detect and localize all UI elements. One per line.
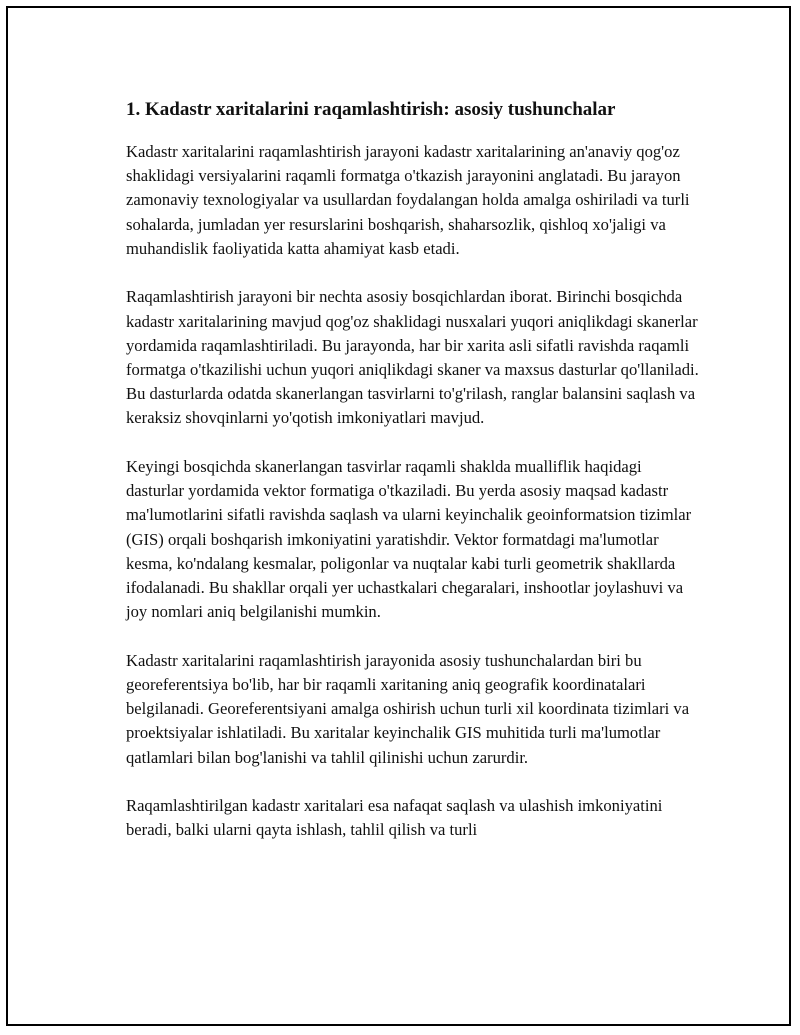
page-frame	[6, 6, 791, 1026]
paragraph-3: Keyingi bosqichda skanerlangan tasvirlar raqamli shaklda mualliflik haqidagi dasturlar yordamida vektor formatiga o'tkaziladi. Bu yerda asosiy maqsad kadastr ma'lumotlarini sifatli ravishda saqlash va ularni keyinchalik geoinformatsion tizimlar (GIS) orqali boshqarish imkoniyatini yaratishdir. Vektor formatdagi ma'lumotlar kesma, ko'ndalang kesmalar, poligonlar va nuqtalar kabi turli geometrik shakllarda ifodalanadi. Bu shakllar orqali yer uchastkalari chegaralari, inshootlar joylashuvi va joy nomlari aniq belgilanishi mumkin.	[126, 457, 692, 622]
document-body	[120, 98, 700, 867]
paragraph-2: Raqamlashtirish jarayoni bir nechta asosiy bosqichlardan iborat. Birinchi bosqichda kadastr xaritalarining mavjud qog'oz shaklidagi nusxalari yuqori aniqlikdagi skanerlar yordamida raqamlashtiriladi. Bu jarayonda, har bir xarita asli sifatli ravishda raqamli formatga o'tkazilishi uchun yuqori aniqlikdagi skaner va maxsus dasturlar qo'llaniladi. Bu dasturlarda odatda skanerlangan tasvirlarni to'g'rilash, ranglar balansini saqlash va keraksiz shovqinlarni yo'qotish imkoniyatlari mavjud.	[126, 287, 699, 428]
paragraph-4: Kadastr xaritalarini raqamlashtirish jarayonida asosiy tushunchalardan biri bu georeferentsiya bo'lib, har bir raqamli xaritaning aniq geografik koordinatalari belgilanadi. Georeferentsiyani amalga oshirish uchun turli xil koordinata tizimlari va proektsiyalar ishlatiladi. Bu xaritalar keyinchalik GIS muhitida turli ma'lumotlar qatlamlari bilan bog'lanishi va tahlil qilinishi uchun zarurdir.	[126, 650, 690, 767]
section-heading: 1. Kadastr xaritalarini raqamlashtirish: asosiy tushunchalar	[126, 99, 616, 120]
paragraph-5: Raqamlashtirilgan kadastr xaritalari esa nafaqat saqlash va ulashish imkoniyatini beradi, balki ularni qayta ishlash, tahlil qilish va turli	[126, 796, 663, 840]
paragraph-1: Kadastr xaritalarini raqamlashtirish jarayoni kadastr xaritalarining an'anaviy qog'oz shaklidagi versiyalarini raqamli formatga o'tkazish jarayonini anglatadi. Bu jarayon zamonaviy texnologiyalar va usullardan foydalangan holda amalga oshiriladi va turli sohalarda, jumladan yer resurslarini boshqarish, shaharsozlik, qishloq xo'jaligi va muhandislik faoliyatida katta ahamiyat kasb etadi.	[126, 142, 690, 258]
